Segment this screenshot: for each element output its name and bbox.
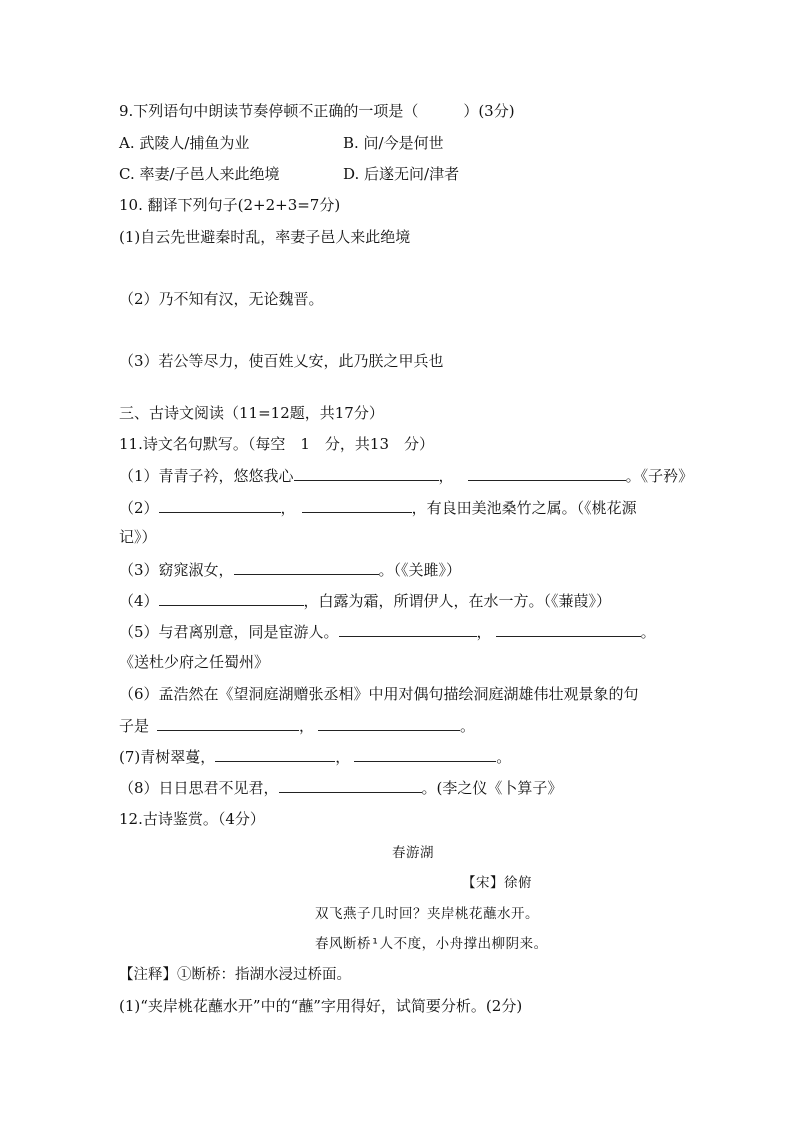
poem-title: 春游湖 [392, 845, 434, 861]
q12-sub-1: (1)“夹岸桃花蘸水开”中的“蘸”字用得好，试简要分析。(2分) [119, 997, 523, 1015]
q11-item-1: （1）青青子衿，悠悠我心 ， 。《子矜》 [119, 467, 694, 485]
q9-option-c: C. 率妻/子邑人来此绝境 [119, 165, 280, 183]
q11-stem: 11.诗文名句默写。（每空 1 分，共13 分） [119, 435, 434, 453]
q11-item-6-cont: 子是 ， 。 [119, 717, 476, 735]
q10-stem: 10. 翻译下列句子(2+2+3=7分) [119, 196, 341, 214]
q10-sentence-3: （3）若公等尽力，使百姓乂安，此乃朕之甲兵也 [119, 352, 444, 370]
answer-blank[interactable] [215, 746, 335, 762]
answer-blank[interactable] [234, 559, 379, 575]
q11-item-5: （5）与君离别意，同是宦游人。 ， 。 [119, 623, 656, 641]
q9-option-d: D. 后遂无问/津者 [343, 165, 460, 183]
q11-item-8: （8）日日思君不见君， 。(李之仪《卜算子》 [119, 779, 563, 797]
q11-item-3: （3）窈窕淑女， 。（《关雎》） [119, 561, 462, 579]
answer-blank[interactable] [294, 465, 439, 481]
q10-sentence-2: （2）乃不知有汉，无论魏晋。 [119, 290, 324, 308]
q10-sentence-1: (1)自云先世避秦时乱，率妻子邑人来此绝境 [119, 228, 411, 246]
poem-note: 【注释】①断桥：指湖水浸过桥面。 [119, 967, 351, 983]
poem-author: 【宋】徐俯 [462, 875, 532, 891]
q11-item-2: （2） ， ，有良田美池桑竹之属。（《桃花源 [119, 499, 637, 517]
answer-blank[interactable] [159, 497, 281, 513]
answer-blank[interactable] [468, 465, 626, 481]
q9-stem: 9.下列语句中朗读节奏停顿不正确的一项是（ ）(3分) [119, 102, 515, 120]
q11-item-2-cont: 记》） [119, 528, 157, 546]
q12-stem: 12.古诗鉴赏。（4分） [119, 810, 265, 828]
answer-blank[interactable] [496, 621, 641, 637]
answer-blank[interactable] [354, 746, 496, 762]
poem-line-2: 春风断桥¹人不度，小舟撑出柳阴来。 [315, 936, 548, 952]
answer-blank[interactable] [157, 715, 299, 731]
section-3-heading: 三、古诗文阅读（11=12题，共17分） [119, 404, 384, 422]
answer-blank[interactable] [279, 777, 422, 793]
q11-item-7: (7)青树翠蔓， ， 。 [119, 748, 512, 766]
answer-blank[interactable] [159, 590, 304, 606]
q11-item-4: （4） ，白露为霜，所谓伊人，在水一方。（《蒹葭》） [119, 592, 612, 610]
answer-blank[interactable] [302, 497, 412, 513]
answer-blank[interactable] [339, 621, 477, 637]
poem-line-1: 双飞燕子几时回？夹岸桃花蘸水开。 [315, 906, 539, 922]
q11-item-6: （6）孟浩然在《望洞庭湖赠张丞相》中用对偶句描绘洞庭湖雄伟壮观景象的句 [119, 685, 639, 703]
q11-item-5-source: 《送杜少府之任蜀州》 [119, 653, 270, 671]
q9-option-a: A. 武陵人/捕鱼为业 [119, 134, 250, 152]
answer-blank[interactable] [318, 715, 460, 731]
q9-option-b: B. 问/今是何世 [343, 134, 444, 152]
